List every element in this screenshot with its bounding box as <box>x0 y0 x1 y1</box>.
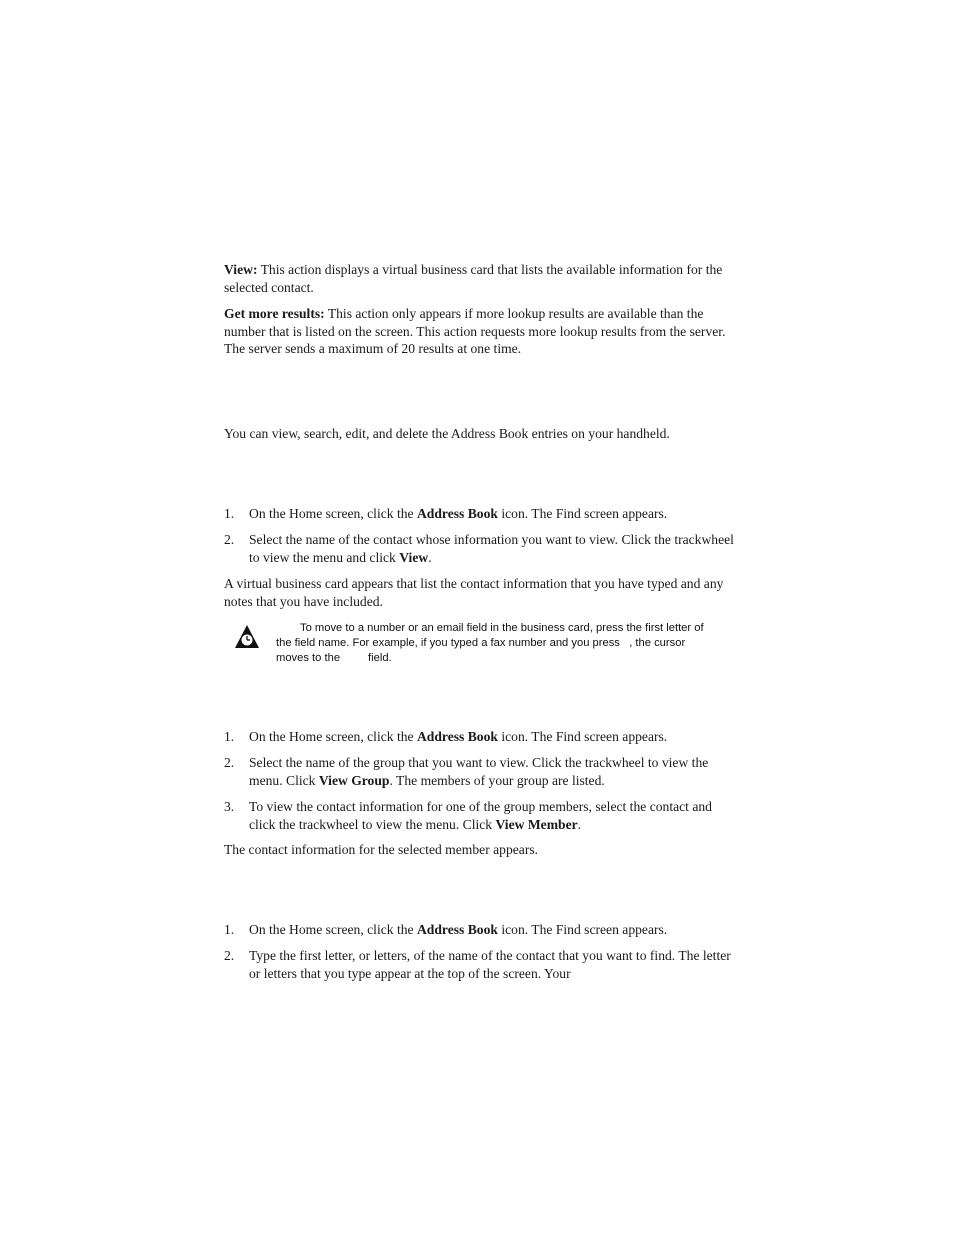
step-text-post: . The members of your group are listed. <box>389 772 605 788</box>
tip-line-3: moves to the field. <box>276 652 392 664</box>
intro-paragraph: You can view, search, edit, and delete the Address Book entries on your handheld. <box>224 426 670 441</box>
step-text-bold: View <box>399 549 429 565</box>
step-number: 3. <box>224 799 235 814</box>
step-text <box>249 921 734 939</box>
more-results-description <box>224 305 734 358</box>
view-action-text: This action displays a virtual business card that lists the available information for the selected contact. <box>224 262 723 295</box>
step-text-bold: View Member <box>495 816 578 832</box>
step-text-bold: Address Book <box>416 729 498 744</box>
step-text-post: icon. The Find screen appears. <box>497 729 668 744</box>
step-text-pre: On the Home screen, click the <box>249 729 417 744</box>
view-action-description <box>224 261 734 296</box>
step-text-pre: On the Home screen, click the <box>249 506 417 521</box>
step-text <box>249 798 734 833</box>
step-text-bold: Address Book <box>416 506 498 521</box>
view-group-result: The contact information for the selected member appears. <box>224 842 539 857</box>
step-text-bold: Address Book <box>416 922 498 937</box>
step-text-bold: View Group <box>318 772 390 788</box>
view-group-step-2 <box>224 754 734 789</box>
step-number: 1. <box>224 506 235 521</box>
step-text-pre: To view the contact information for one of the group members, select the contact and click the trackwheel to view the menu. Click <box>249 799 712 832</box>
step-text-post: icon. The Find screen appears. <box>497 506 668 521</box>
tip-clock-icon <box>234 624 260 650</box>
step-number: 1. <box>224 729 235 744</box>
view-contact-step-2 <box>224 531 734 566</box>
step-text <box>249 728 734 746</box>
more-results-label: Get more results: <box>224 306 325 321</box>
view-action-label: View: <box>224 262 258 277</box>
step-number: 2. <box>224 532 235 547</box>
step-number: 1. <box>224 922 235 937</box>
step-number: 2. <box>224 948 235 963</box>
tip-line-2: the field name. For example, if you typed a fax number and you press , the cursor <box>276 637 686 649</box>
more-results-text: This action only appears if more lookup results are available than the number that is listed on the screen. This action requests more lookup results from the server. The server sends a maximum of 20 results at one time. <box>224 306 726 356</box>
tip-line-1: To move to a number or an email field in the business card, press the first letter of <box>300 622 704 634</box>
step-text-pre: Select the name of the group that you want to view. Click the trackwheel to view the menu. Click <box>249 755 709 788</box>
step-text-pre: Select the name of the contact whose information you want to view. Click the trackwheel to view the menu and click <box>249 532 734 565</box>
step-text-pre: On the Home screen, click the <box>249 922 417 937</box>
view-group-step-3 <box>224 798 734 833</box>
search-step-2 <box>224 947 734 982</box>
step-number: 2. <box>224 755 235 770</box>
step-text-post: icon. The Find screen appears. <box>497 922 668 937</box>
view-contact-step-1 <box>224 505 734 523</box>
step-text-post: . <box>577 816 582 832</box>
step-text <box>249 947 734 982</box>
view-group-step-1 <box>224 728 734 746</box>
step-text <box>249 531 734 566</box>
step-text-pre: Type the first letter, or letters, of the name of the contact that you want to find. The letter or letters that you type appear at the top of the screen. Your <box>249 948 731 981</box>
step-text-post: . <box>428 549 432 565</box>
search-step-1 <box>224 921 734 939</box>
tip-text <box>276 621 726 666</box>
step-text <box>249 505 734 523</box>
step-text <box>249 754 734 789</box>
view-contact-result: A virtual business card appears that list the contact information that you have typed and any notes that you have included. <box>224 576 724 609</box>
